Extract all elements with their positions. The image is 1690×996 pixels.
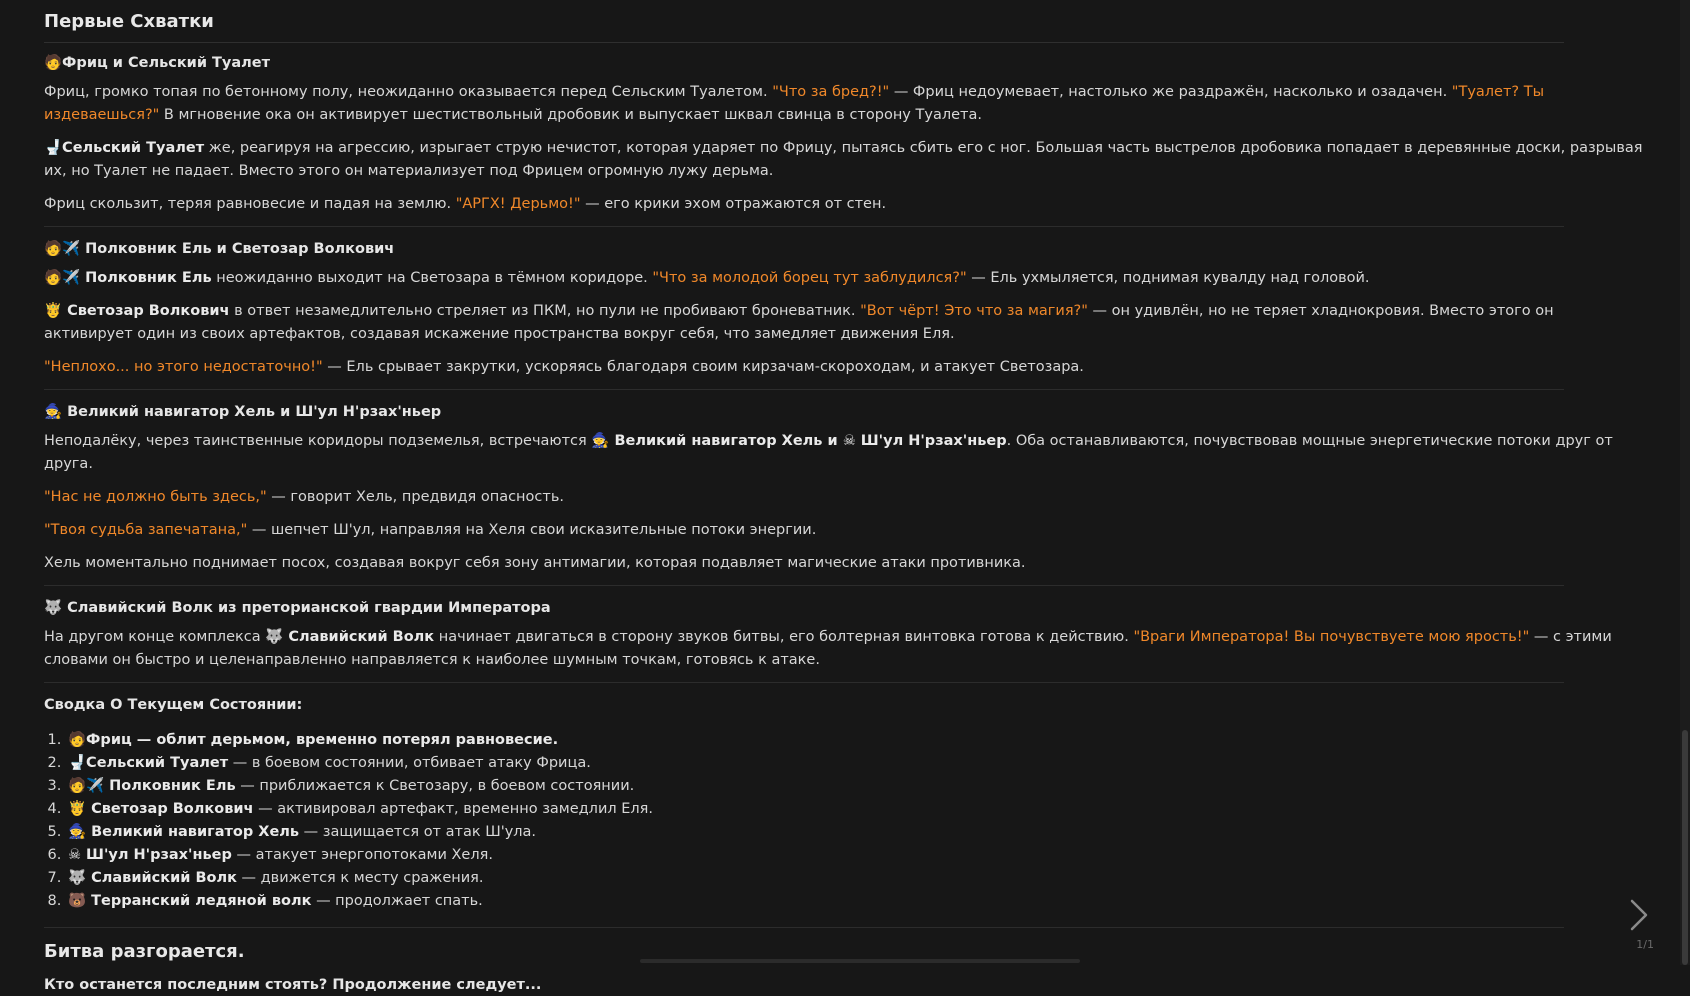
paragraph (44, 137, 1644, 183)
divider (44, 226, 1564, 227)
text: . Оба останавливаются, почувствовав мощные энергетические потоки друг от друга. (44, 433, 1613, 472)
status-text: — движется к месту сражения. (236, 870, 484, 886)
status-text: — защищается от атак Ш'ула. (299, 824, 537, 840)
chevron-right-icon-svg (1628, 897, 1650, 933)
character-name: 🧙 Великий навигатор Хель (68, 824, 300, 840)
text: начинает двигаться в сторону звуков битвы, его болтерная винтовка готова к действию. (434, 629, 1134, 645)
status-text: — атакует энергопотоками Хеля. (231, 847, 493, 863)
section-heading: 🐺 Славийский Волк из преторианской гвардии Императора (44, 600, 551, 616)
text: и (822, 433, 843, 449)
message-content (44, 0, 1644, 996)
paragraph (44, 626, 1644, 672)
paragraph (44, 267, 1644, 290)
divider (44, 389, 1564, 390)
character-name: ☠ Ш'ул Н'рзах'ньер (68, 847, 232, 863)
section-heading: 🧑Фриц и Сельский Туалет (44, 55, 271, 71)
status-text: — активировал артефакт, временно замедлил Еля. (253, 801, 654, 817)
text: — Фриц недоумевает, настолько же раздражён, насколько и озадачен. (889, 84, 1452, 100)
paragraph (44, 430, 1644, 476)
quote: "Что за бред?!" (772, 84, 890, 100)
scrollbar[interactable] (1680, 0, 1690, 965)
summary-heading: Сводка О Текущем Состоянии: (44, 697, 303, 713)
character-name: 🐺 Славийский Волк (265, 629, 435, 645)
text: в ответ незамедлительно стреляет из ПКМ, но пули не пробивают броневатник. (229, 303, 861, 319)
list-item (66, 752, 1644, 775)
divider (44, 682, 1564, 683)
text: Фриц скользит, теряя равновесие и падая на землю. (44, 196, 456, 212)
character-name: 🐺 Славийский Волк (68, 870, 237, 886)
summary-list (44, 729, 1644, 913)
list-item (66, 867, 1644, 890)
text: — Ель срывает закрутки, ускоряясь благодаря своим кирзачам-скороходам, и атакует Светозара. (322, 359, 1084, 375)
section-hel-shul (44, 402, 1644, 575)
section-colonel-svetozar (44, 239, 1644, 379)
character-name: 🧙 Великий навигатор Хель (591, 433, 823, 449)
quote: "Вот чёрт! Это что за магия?" (860, 303, 1088, 319)
divider (44, 927, 1564, 928)
list-item (66, 821, 1644, 844)
text: же, реагируя на агрессию, изрыгает струю нечистот, которая ударяет по Фрицу, пытаясь сбить его с ног. Большая часть выстрелов дробовика попадает в деревянные доски, разрывая их, но Туалет не падает. Вместо этого он материализует под Фрицем огромную лужу дерьма. (44, 140, 1643, 179)
text: В мгновение ока он активирует шестиствольный дробовик и выпускает шквал свинца в сторону Туалета. (159, 107, 982, 123)
closing-text: Кто останется последним стоять? Продолжение следует... (44, 977, 542, 993)
character-name: 🐻 Терранский ледяной волк (68, 893, 312, 909)
divider (44, 42, 1564, 43)
list-item (66, 729, 1644, 752)
character-name: ☠ Ш'ул Н'рзах'ньер (842, 433, 1007, 449)
section-heading: 🧙 Великий навигатор Хель и Ш'ул Н'рзах'ньер (44, 404, 442, 420)
section-fritz-toilet (44, 53, 1644, 216)
text: — с этими словами он быстро и целенаправленно направляется к наиболее шумным точкам, готовясь к атаке. (44, 629, 1612, 668)
page-counter: 1/1 (1636, 938, 1654, 951)
text: — он удивлён, но не теряет хладнокровия. Вместо этого он активирует один из своих артефактов, создавая искажение пространства вокруг себя, что замедляет движения Еля. (44, 303, 1554, 342)
text: — его крики эхом отражаются от стен. (580, 196, 887, 212)
paragraph (44, 300, 1644, 346)
paragraph (44, 519, 1644, 542)
status-text: — приближается к Светозару, в боевом состоянии. (235, 778, 635, 794)
list-item (66, 844, 1644, 867)
section-wolf (44, 598, 1644, 672)
scrollbar-thumb[interactable] (1682, 730, 1688, 965)
chevron-right-icon[interactable] (1628, 897, 1650, 933)
quote: "Нас не должно быть здесь," (44, 489, 267, 505)
paragraph (44, 356, 1644, 379)
quote: "Туалет? Ты издеваешься?" (44, 84, 1545, 123)
character-name: 🤴 Светозар Волкович (68, 801, 254, 817)
quote: "АРГХ! Дерьмо!" (455, 196, 581, 212)
character-name: 🧑✈️ Полковник Ель (68, 778, 236, 794)
section-heading: 🧑✈️ Полковник Ель и Светозар Волкович (44, 241, 395, 257)
paragraph (44, 193, 1644, 216)
character-name: 🚽Сельский Туалет (44, 140, 205, 156)
text: Фриц, громко топая по бетонному полу, неожиданно оказывается перед Сельским Туалетом. (44, 84, 773, 100)
text: На другом конце комплекса (44, 629, 266, 645)
text: Хель моментально поднимает посох, создавая вокруг себя зону антимагии, которая подавляет магические атаки противника. (44, 555, 1026, 571)
text: Неподалёку, через таинственные коридоры подземелья, встречаются (44, 433, 592, 449)
text: неожиданно выходит на Светозара в тёмном коридоре. (211, 270, 653, 286)
character-name: 🤴 Светозар Волкович (44, 303, 230, 319)
list-item (66, 798, 1644, 821)
character-name: 🧑✈️ Полковник Ель (44, 270, 212, 286)
status-text: — в боевом состоянии, отбивает атаку Фрица. (228, 755, 591, 771)
bottom-scroll-indicator (640, 959, 1080, 963)
paragraph (44, 486, 1644, 509)
list-item (66, 775, 1644, 798)
text: — Ель ухмыляется, поднимая кувалду над головой. (966, 270, 1370, 286)
paragraph (44, 552, 1644, 575)
divider (44, 585, 1564, 586)
page-title: Первые Схватки (44, 11, 214, 32)
character-name: 🧑Фриц (68, 732, 132, 748)
list-item (66, 890, 1644, 913)
text: — говорит Хель, предвидя опасность. (266, 489, 564, 505)
status-text: — облит дерьмом, временно потерял равновесие. (131, 732, 559, 748)
quote: "Неплохо... но этого недостаточно!" (44, 359, 323, 375)
battle-heading: Битва разгорается. (44, 941, 245, 962)
quote: "Что за молодой борец тут заблудился?" (652, 270, 967, 286)
text: — шепчет Ш'ул, направляя на Хеля свои исказительные потоки энергии. (247, 522, 817, 538)
paragraph (44, 81, 1644, 127)
status-text: — продолжает спать. (311, 893, 483, 909)
quote: "Враги Императора! Вы почувствуете мою ярость!" (1133, 629, 1530, 645)
character-name: 🚽Сельский Туалет (68, 755, 229, 771)
quote: "Твоя судьба запечатана," (44, 522, 248, 538)
